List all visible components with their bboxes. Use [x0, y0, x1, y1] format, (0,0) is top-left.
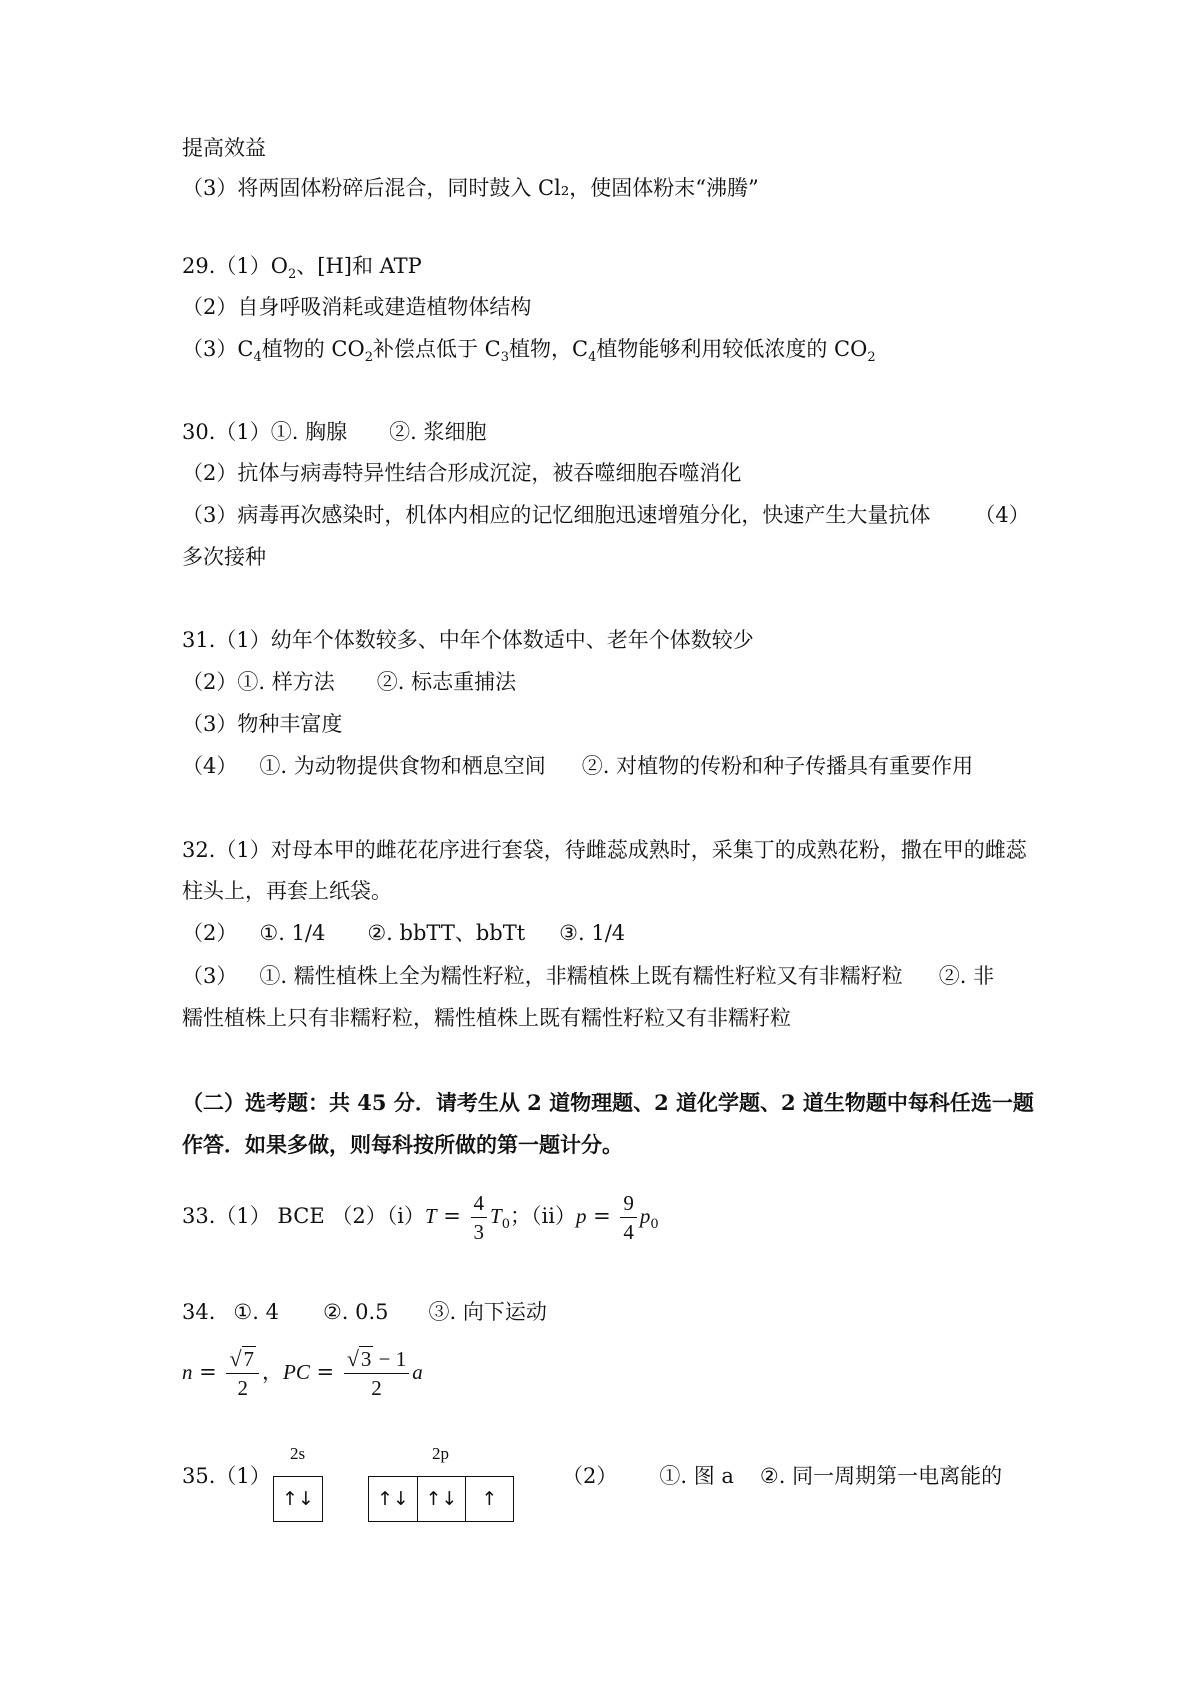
fraction [471, 1191, 488, 1244]
text-line: 提高效益 [182, 136, 266, 160]
text: ②. 对植物的传粉和种子传播具有重要作用 [581, 754, 974, 778]
radicand: 3 [360, 1347, 372, 1371]
section-heading: （二）选考题：共 45 分．请考生从 2 道物理题、2 道化学题、2 道生物题中每科任选一题 [182, 1090, 1034, 1115]
math-var: p [639, 1204, 651, 1228]
math-var: p [575, 1204, 587, 1228]
subscript: 4 [253, 350, 262, 365]
section-heading: 作答．如果多做，则每科按所做的第一题计分。 [182, 1132, 623, 1157]
fraction [620, 1191, 637, 1244]
q31-line-4 [182, 752, 1042, 780]
q30-line-2: （2）抗体与病毒特异性结合形成沉淀，被吞噬细胞吞噬消化 [182, 461, 742, 485]
orbital-cell: ↑↓ [282, 1488, 314, 1510]
q32-line-4 [182, 962, 1042, 990]
sqrt: √7 [229, 1346, 255, 1371]
q29-line-3 [182, 335, 1042, 372]
text: 35.（1） [182, 1464, 271, 1488]
q33-line [182, 1186, 1042, 1255]
subscript: 2 [867, 350, 876, 365]
orbital-cell: ↑↓ [377, 1488, 409, 1510]
subscript: 2 [364, 350, 373, 365]
math-eq: = [192, 1360, 224, 1384]
subscript: 0 [501, 1217, 511, 1232]
q32-line-2: 柱头上，再套上纸袋。 [182, 879, 392, 903]
text: ②. 浆细胞 [389, 420, 487, 444]
numerator [344, 1347, 409, 1374]
q31-line-3: （3）物种丰富度 [182, 712, 343, 736]
q30-line-4: 多次接种 [182, 545, 266, 569]
math-var: a [412, 1360, 423, 1384]
q29-line-1 [182, 252, 1042, 289]
q30-line-3 [182, 501, 1042, 529]
text: （3）病毒再次感染时，机体内相应的记忆细胞迅速增殖分化，快速产生大量抗体 [182, 503, 931, 527]
subscript: 0 [650, 1217, 659, 1232]
denominator: 4 [623, 1220, 634, 1244]
text: （2） [562, 1464, 618, 1488]
text: 34. [182, 1300, 216, 1324]
math-var: PC [283, 1360, 310, 1384]
math-var: n [182, 1360, 193, 1384]
text: ， [262, 1360, 284, 1384]
q32-line-5: 糯性植株上只有非糯籽粒，糯性植株上既有糯性籽粒又有非糯籽粒 [182, 1006, 791, 1030]
q29-line-2: （2）自身呼吸消耗或建造植物体结构 [182, 295, 532, 319]
q34-line-1 [182, 1298, 1042, 1326]
q32-line-3 [182, 919, 1042, 947]
orbital-label-2s: 2s [290, 1444, 306, 1463]
radicand: 7 [243, 1347, 255, 1371]
text: 、[H]和 ATP [296, 254, 422, 278]
text: （4） [182, 754, 238, 778]
text: 33.（1） BCE （2）（i） [182, 1204, 425, 1228]
math-eq: = [586, 1204, 618, 1228]
text: ①. 为动物提供食物和栖息空间 [259, 754, 546, 778]
text: 植物的 CO [261, 337, 365, 361]
subscript: 4 [588, 350, 597, 365]
text: ；（ii） [510, 1204, 576, 1228]
text: （3） [182, 964, 238, 988]
orbital-label-2p: 2p [432, 1444, 449, 1463]
text: （3）C [182, 337, 254, 361]
math-eq: = [309, 1360, 341, 1384]
text-line: （3）将两固体粉碎后混合，同时鼓入 Cl₂，使固体粉末“沸腾” [182, 176, 759, 200]
fraction [226, 1347, 259, 1400]
denominator: 2 [371, 1376, 382, 1400]
text: ②. bbTT、bbTt [367, 921, 526, 945]
text: （4） [974, 503, 1030, 527]
orbital-cell: ↑↓ [417, 1477, 465, 1521]
numerator: 4 [471, 1191, 488, 1218]
math-eq: = [436, 1204, 468, 1228]
text: − 1 [373, 1347, 407, 1371]
sqrt: √3 [346, 1346, 372, 1371]
orbital-cell: ↑ [465, 1477, 513, 1521]
text: 植物，C [509, 337, 589, 361]
text: （1）O [215, 254, 288, 278]
q30-line-1 [182, 418, 1042, 446]
text: ①. 图 a [659, 1464, 734, 1488]
denominator: 3 [473, 1220, 485, 1244]
text: 植物能够利用较低浓度的 CO [596, 337, 868, 361]
math-var: T [490, 1204, 502, 1228]
subscript: 3 [500, 350, 509, 365]
text: ②. 标志重捕法 [376, 670, 517, 694]
text: ③. 1/4 [559, 921, 626, 945]
text: 补偿点低于 C [372, 337, 501, 361]
text: ②. 0.5 [322, 1300, 389, 1324]
text: 30.（1）①. 胸腺 [182, 420, 348, 444]
text: ②. 同一周期第一电离能的 [759, 1464, 1003, 1488]
text: ①. 糯性植株上全为糯性籽粒，非糯植株上既有糯性籽粒又有非糯籽粒 [259, 964, 903, 988]
text: ②. 非 [938, 964, 995, 988]
q34-line-2 [182, 1342, 1042, 1402]
orbital-box-2s [273, 1476, 323, 1522]
text: （2）①. 样方法 [182, 670, 335, 694]
text: （2） [182, 921, 238, 945]
numerator: 9 [620, 1191, 637, 1218]
q31-line-1: 31.（1）幼年个体数较多、中年个体数适中、老年个体数较少 [182, 628, 754, 652]
q35-line-right [562, 1462, 1042, 1490]
question-number: 29. [182, 254, 216, 278]
math-var: T [424, 1204, 437, 1228]
numerator [226, 1347, 259, 1374]
text: ①. 1/4 [259, 921, 326, 945]
q31-line-2 [182, 668, 1042, 696]
q32-line-1: 32.（1）对母本甲的雌花花序进行套袋，待雌蕊成熟时，采集丁的成熟花粉，撒在甲的雌蕊 [182, 838, 1027, 862]
denominator: 2 [237, 1376, 248, 1400]
text: ③. 向下运动 [428, 1300, 547, 1324]
fraction [344, 1347, 409, 1400]
orbital-box-2p [368, 1476, 514, 1522]
subscript: 2 [287, 267, 297, 282]
text: ①. 4 [233, 1300, 279, 1324]
